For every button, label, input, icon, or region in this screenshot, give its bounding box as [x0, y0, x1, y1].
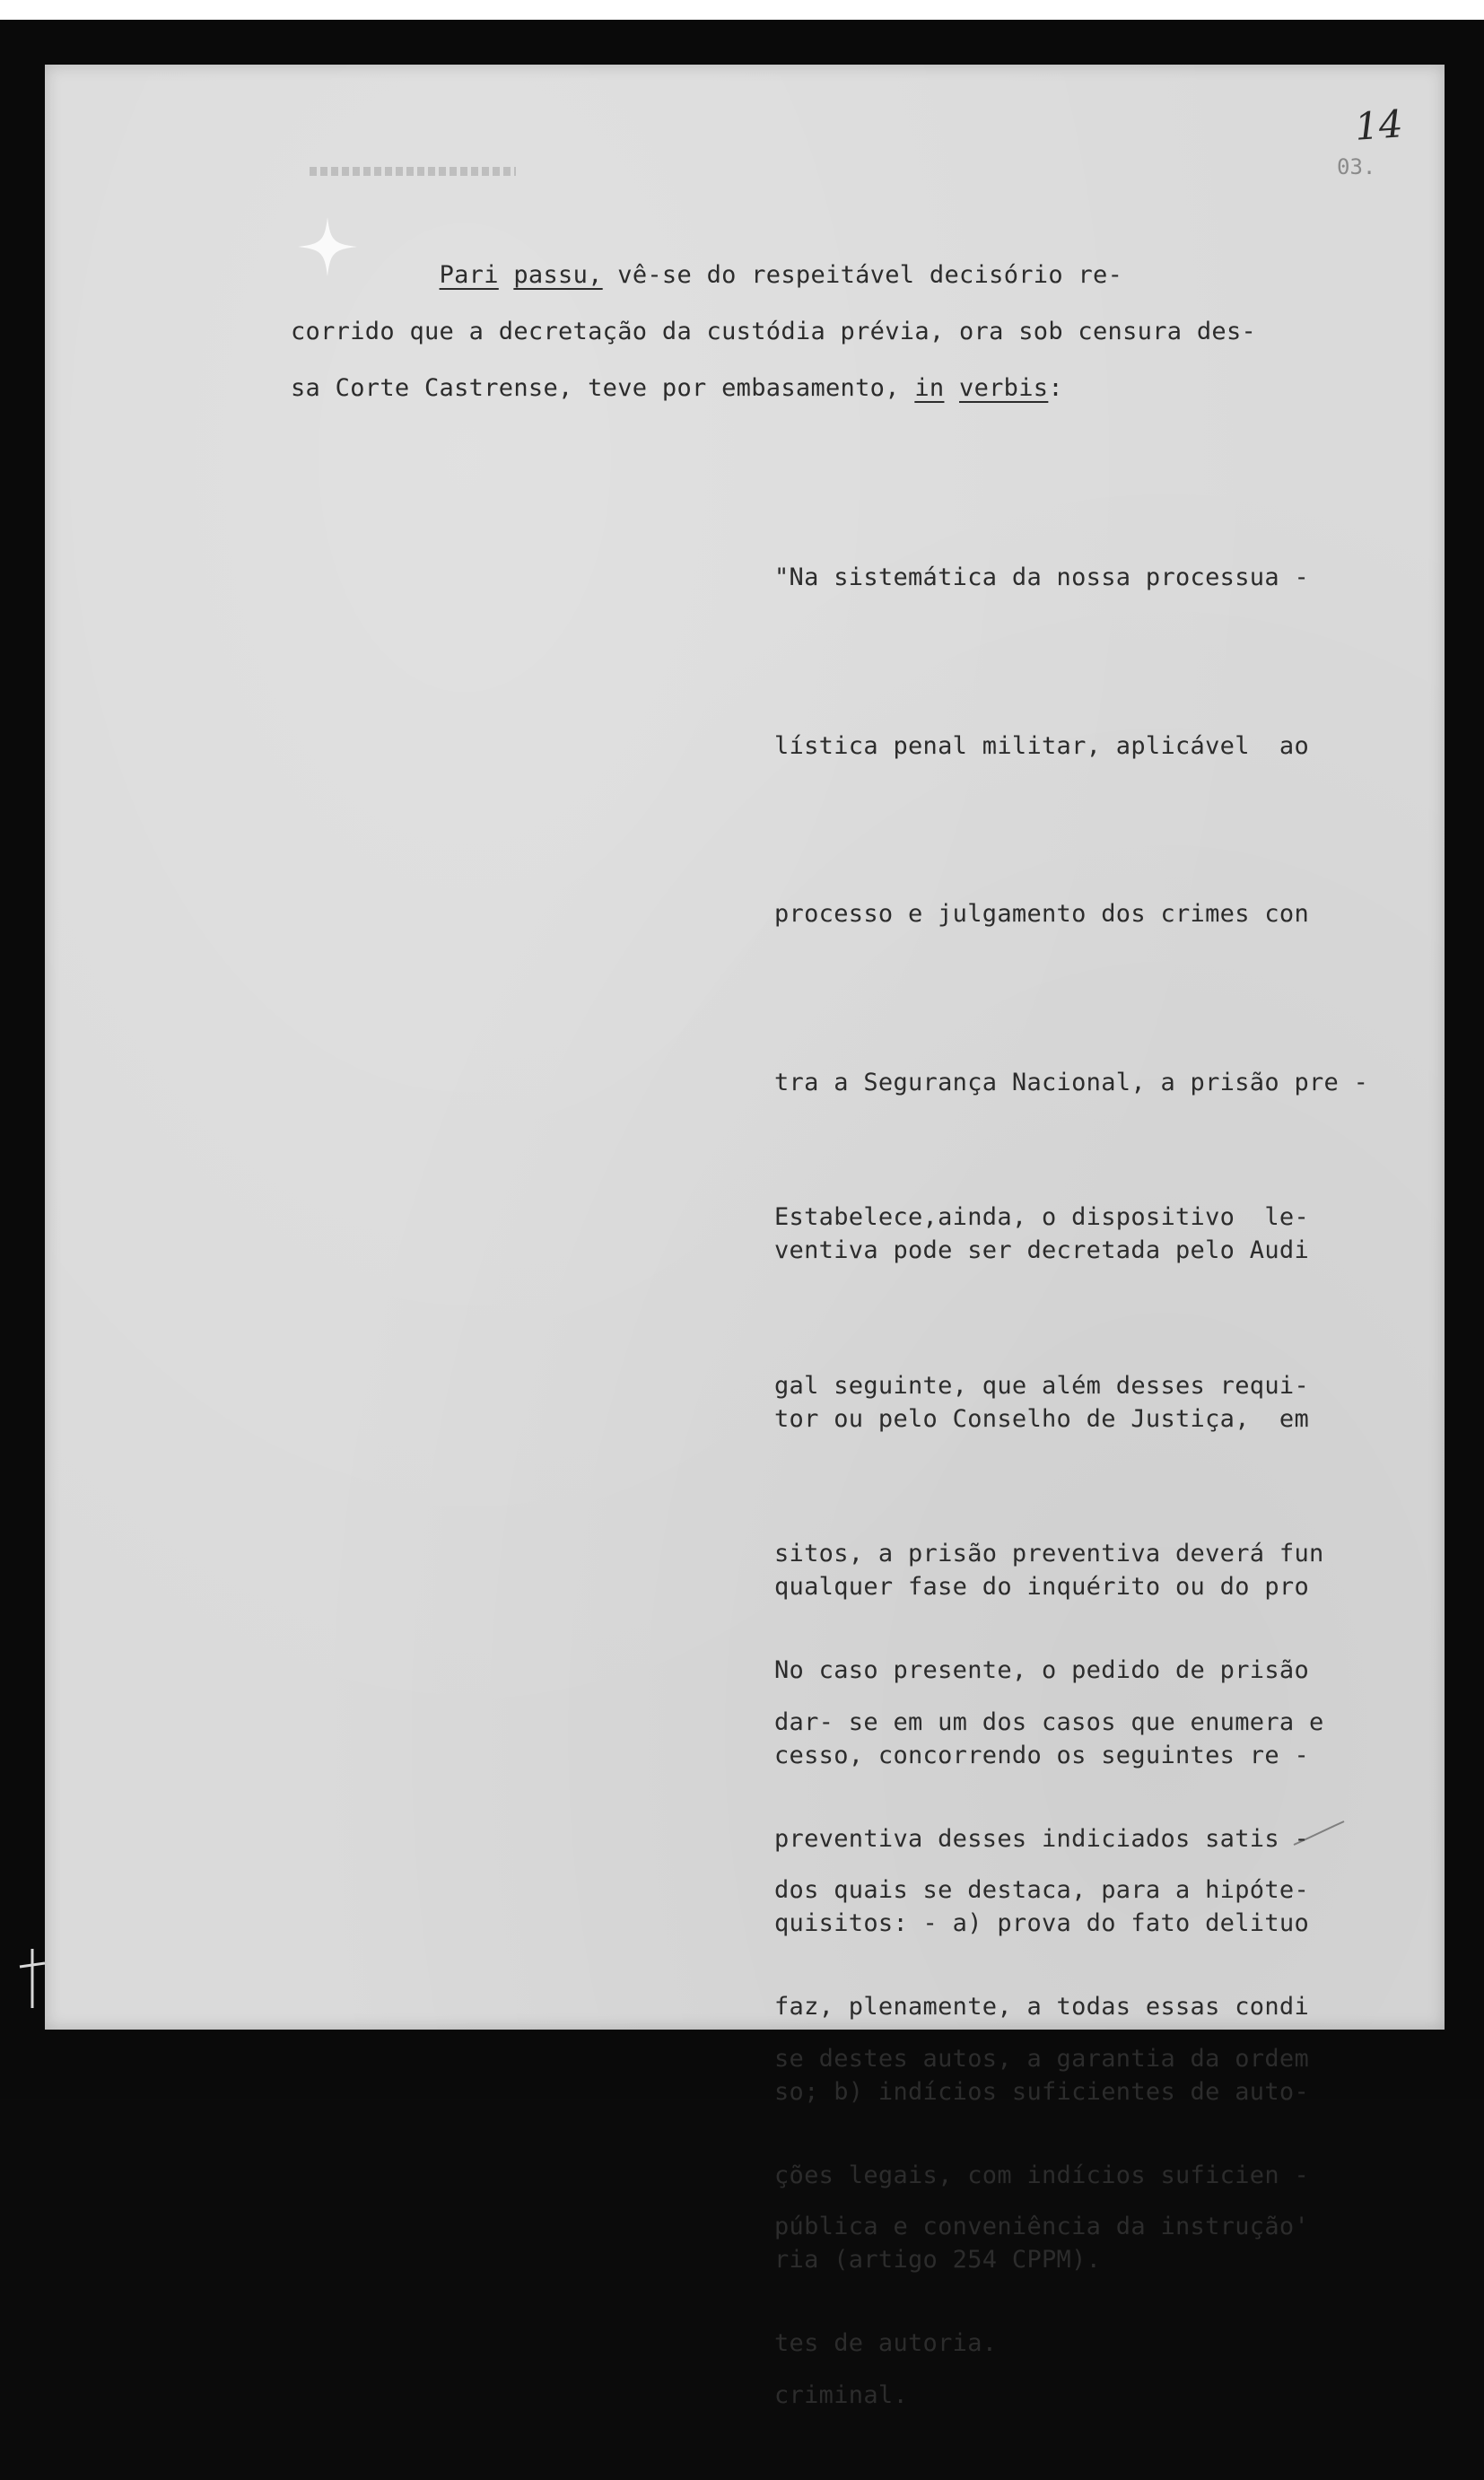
scan-top-band	[0, 0, 1484, 20]
quote-line: preventiva desses indiciados satis -	[774, 1824, 1309, 1853]
quote-line: ventiva pode ser decretada pelo Audi	[774, 1236, 1309, 1264]
quote-line: lística penal militar, aplicável ao	[774, 731, 1309, 760]
intro-line-3-prefix: sa Corte Castrense, teve por embasamento,	[291, 374, 915, 402]
quote-line: dar- se em um dos casos que enumera e	[774, 1707, 1324, 1736]
quote-line: ria (artigo 254 CPPM).	[774, 2246, 1102, 2274]
quote-line: quisitos: - a) prova do fato delituo	[774, 1909, 1309, 1937]
intro-term-verbis: verbis	[959, 374, 1049, 402]
intro-line-2: corrido que a decretação da custódia prévia, ora sob censura des-	[291, 318, 1257, 345]
intro-line-3-suffix: :	[1048, 374, 1063, 402]
quote-paragraph-3	[774, 1531, 1309, 2428]
handwritten-folio-number: 14	[1353, 101, 1405, 149]
quote-line: tes de autoria.	[774, 2329, 998, 2357]
margin-cross-mark-icon	[16, 1947, 48, 2010]
faint-letterhead-mark	[310, 167, 516, 176]
quote-line: se destes autos, a garantia da ordem	[774, 2044, 1309, 2073]
stray-pen-mark-icon	[1292, 1812, 1355, 1848]
intro-paragraph	[291, 247, 1256, 416]
quote-line: tra a Segurança Nacional, a prisão pre -	[774, 1068, 1369, 1096]
intro-term-in: in	[914, 374, 945, 402]
quote-line: gal seguinte, que além desses requi-	[774, 1371, 1309, 1400]
quote-line: pública e conveniência da instrução'	[774, 2213, 1309, 2240]
quote-line: cesso, concorrendo os seguintes re -	[774, 1741, 1309, 1769]
quote-line: dos quais se destaca, para a hipóte-	[774, 1876, 1309, 1904]
quote-line: "Na sistemática da nossa processua -	[774, 563, 1309, 591]
quote-line: qualquer fase do inquérito ou do pro	[774, 1573, 1309, 1601]
quote-line: Estabelece,ainda, o dispositivo le-	[774, 1203, 1309, 1231]
intro-line-1	[291, 247, 1256, 303]
intro-term-passu: passu,	[513, 261, 603, 289]
page-number: 03.	[1337, 154, 1376, 179]
intro-term-pari: Pari	[439, 261, 499, 289]
quote-line: processo e julgamento dos crimes con	[774, 900, 1309, 928]
quote-line: sitos, a prisão preventiva deverá fun	[774, 1540, 1324, 1567]
quote-line: criminal.	[774, 2380, 908, 2409]
quote-line: ções legais, com indícios suficien -	[774, 2161, 1309, 2189]
intro-line-1-rest: vê-se do respeitável decisório re-	[602, 261, 1123, 289]
quote-line: tor ou pelo Conselho de Justiça, em	[774, 1404, 1309, 1433]
quote-line: so; b) indícios suficientes de auto-	[774, 2077, 1309, 2106]
quote-line: faz, plenamente, a todas essas condi	[774, 1993, 1309, 2021]
quote-line: No caso presente, o pedido de prisão	[774, 1656, 1309, 1684]
intro-line-3	[291, 360, 1256, 416]
